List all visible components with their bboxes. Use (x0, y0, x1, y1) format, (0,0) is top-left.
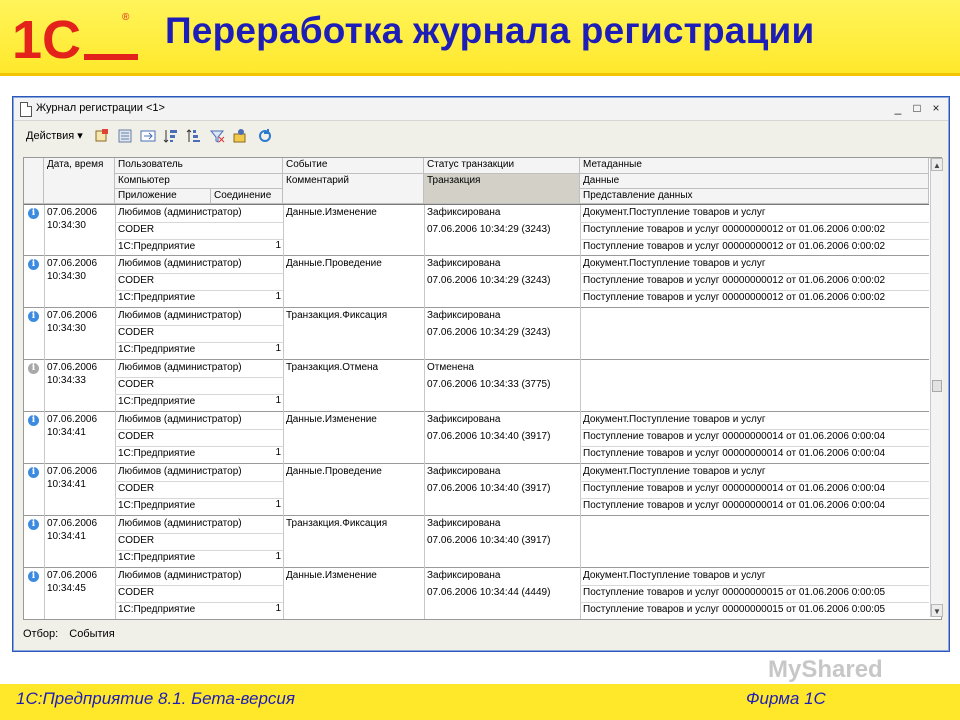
cell-metadata: Документ.Поступление товаров и услуг (583, 570, 766, 581)
cell-computer: CODER (118, 483, 155, 494)
cell-transaction: 07.06.2006 10:34:29 (3243) (427, 327, 551, 338)
vertical-scrollbar[interactable] (930, 158, 943, 617)
cell-connection: 1 (275, 291, 281, 302)
1c-logo-icon (10, 8, 142, 68)
cell-status: Зафиксирована (427, 518, 501, 529)
cell-event: Транзакция.Фиксация (286, 310, 388, 321)
cell-computer: CODER (118, 224, 155, 235)
cell-connection: 1 (275, 603, 281, 614)
cell-time: 10:34:30 (47, 220, 86, 231)
cell-connection: 1 (275, 499, 281, 510)
cell-user: Любимов (администратор) (118, 310, 242, 321)
cell-transaction: 07.06.2006 10:34:40 (3917) (427, 483, 551, 494)
cell-time: 10:34:45 (47, 583, 86, 594)
slide-header (0, 0, 960, 76)
cell-status: Зафиксирована (427, 570, 501, 581)
slide-footer (0, 684, 960, 720)
cell-computer: CODER (118, 587, 155, 598)
footer-company: Фирма 1С (746, 689, 826, 708)
cell-transaction: 07.06.2006 10:34:44 (4449) (427, 587, 551, 598)
cell-metadata (580, 309, 929, 310)
table-row[interactable] (24, 516, 929, 568)
cell-metadata (580, 361, 929, 362)
window-titlebar[interactable] (14, 98, 948, 121)
cell-connection: 1 (275, 447, 281, 458)
scrollbar-thumb[interactable] (932, 380, 942, 392)
info-grey-icon: i (28, 363, 39, 374)
cell-computer: CODER (118, 379, 155, 390)
cell-time: 10:34:30 (47, 323, 86, 334)
cell-event: Данные.Проведение (286, 466, 382, 477)
close-button[interactable]: × (932, 101, 940, 115)
registered-mark: ® (122, 12, 130, 23)
cell-event: Транзакция.Фиксация (286, 518, 388, 529)
cell-user: Любимов (администратор) (118, 414, 242, 425)
header-metadata[interactable]: Метаданные (580, 158, 929, 174)
cell-app: 1С:Предприятие (118, 396, 196, 407)
cell-computer: CODER (118, 327, 155, 338)
info-icon: i (28, 259, 39, 270)
table-row[interactable] (24, 568, 929, 620)
info-icon: i (28, 208, 39, 219)
cell-data (580, 378, 929, 379)
cell-transaction: 07.06.2006 10:34:29 (3243) (427, 224, 551, 235)
cell-transaction: 07.06.2006 10:34:40 (3917) (427, 431, 551, 442)
cell-data: Поступление товаров и услуг 00000000014 от 01.06.2006 0:00:04 (583, 483, 886, 494)
cell-status: Зафиксирована (427, 258, 501, 269)
watermark-logo: MyShared (768, 656, 883, 683)
cell-connection: 1 (275, 395, 281, 406)
cell-user: Любимов (администратор) (118, 466, 242, 477)
cell-data: Поступление товаров и услуг 00000000015 от 01.06.2006 0:00:05 (583, 587, 886, 598)
table-row[interactable] (24, 256, 929, 308)
info-icon: i (28, 571, 39, 582)
cell-user: Любимов (администратор) (118, 570, 242, 581)
cell-data-repr: Поступление товаров и услуг 00000000012 от 01.06.2006 0:00:02 (583, 292, 886, 303)
cell-event: Данные.Изменение (286, 570, 377, 581)
maximize-button[interactable]: □ (913, 101, 921, 115)
minimize-button[interactable]: _ (894, 101, 902, 115)
scroll-up-icon[interactable]: ▲ (931, 158, 943, 171)
cell-transaction: 07.06.2006 10:34:29 (3243) (427, 275, 551, 286)
cell-event: Данные.Изменение (286, 207, 377, 218)
table-row[interactable] (24, 412, 929, 464)
column-divider (580, 516, 581, 568)
journal-table (23, 157, 942, 620)
cell-user: Любимов (администратор) (118, 518, 242, 529)
cell-data (580, 534, 929, 535)
info-icon: i (28, 415, 39, 426)
table-row[interactable] (24, 308, 929, 360)
cell-date: 07.06.2006 (47, 310, 98, 321)
header-divider (0, 73, 960, 76)
cell-app: 1С:Предприятие (118, 292, 196, 303)
cell-data-repr (580, 551, 929, 552)
cell-status: Отменена (427, 362, 474, 373)
cell-app: 1С:Предприятие (118, 552, 196, 563)
header-user[interactable]: Пользователь (115, 158, 283, 174)
cell-time: 10:34:33 (47, 375, 86, 386)
header-data-representation[interactable]: Представление данных (580, 189, 929, 204)
cell-status: Зафиксирована (427, 207, 501, 218)
cell-data: Поступление товаров и услуг 00000000012 от 01.06.2006 0:00:02 (583, 224, 886, 235)
cell-time: 10:34:30 (47, 271, 86, 282)
info-icon: i (28, 519, 39, 530)
document-icon (20, 102, 32, 117)
cell-computer: CODER (118, 275, 155, 286)
cell-event: Данные.Проведение (286, 258, 382, 269)
export-icon[interactable] (232, 128, 248, 144)
cell-connection: 1 (275, 343, 281, 354)
cell-app: 1С:Предприятие (118, 448, 196, 459)
cell-date: 07.06.2006 (47, 414, 98, 425)
header-computer[interactable]: Компьютер (115, 174, 283, 189)
cell-computer: CODER (118, 535, 155, 546)
table-row[interactable] (24, 464, 929, 516)
cell-data-repr: Поступление товаров и услуг 00000000014 от 01.06.2006 0:00:04 (583, 448, 886, 459)
info-icon: i (28, 311, 39, 322)
cell-app: 1С:Предприятие (118, 344, 196, 355)
cell-metadata: Документ.Поступление товаров и услуг (583, 207, 766, 218)
cell-app: 1С:Предприятие (118, 500, 196, 511)
refresh-icon[interactable] (257, 128, 273, 144)
cell-transaction: 07.06.2006 10:34:33 (3775) (427, 379, 551, 390)
cell-app: 1С:Предприятие (118, 604, 196, 615)
filter-icon[interactable] (117, 128, 133, 144)
cell-data (580, 326, 929, 327)
cell-user: Любимов (администратор) (118, 362, 242, 373)
column-divider (580, 308, 581, 360)
cell-metadata: Документ.Поступление товаров и услуг (583, 258, 766, 269)
header-event[interactable]: Событие (283, 158, 424, 174)
cell-data: Поступление товаров и услуг 00000000014 от 01.06.2006 0:00:04 (583, 431, 886, 442)
cell-date: 07.06.2006 (47, 207, 98, 218)
cell-app: 1С:Предприятие (118, 241, 196, 252)
cell-data-repr: Поступление товаров и услуг 00000000012 от 01.06.2006 0:00:02 (583, 241, 886, 252)
cell-connection: 1 (275, 551, 281, 562)
sort-asc-icon[interactable] (163, 128, 179, 144)
header-comment[interactable]: Комментарий (283, 174, 424, 204)
cell-event: Данные.Изменение (286, 414, 377, 425)
toolbar (14, 121, 948, 153)
settings-icon[interactable] (94, 128, 110, 144)
cell-status: Зафиксирована (427, 466, 501, 477)
cell-time: 10:34:41 (47, 531, 86, 542)
header-transaction[interactable]: Транзакция (424, 174, 580, 204)
cell-user: Любимов (администратор) (118, 207, 242, 218)
table-row[interactable] (24, 360, 929, 412)
cell-user: Любимов (администратор) (118, 258, 242, 269)
clear-icon[interactable] (209, 128, 225, 144)
cell-status: Зафиксирована (427, 310, 501, 321)
page-title: Переработка журнала регистрации (165, 10, 815, 51)
header-date[interactable]: Дата, время (44, 158, 115, 204)
scroll-down-icon[interactable]: ▼ (931, 604, 943, 617)
cell-date: 07.06.2006 (47, 258, 98, 269)
cell-computer: CODER (118, 431, 155, 442)
cell-status: Зафиксирована (427, 414, 501, 425)
cell-date: 07.06.2006 (47, 466, 98, 477)
header-data[interactable]: Данные (580, 174, 929, 189)
cell-metadata: Документ.Поступление товаров и услуг (583, 466, 766, 477)
table-row[interactable] (24, 204, 929, 256)
column-divider (580, 360, 581, 412)
cell-date: 07.06.2006 (47, 570, 98, 581)
header-application[interactable]: Приложение (115, 189, 211, 204)
cell-event: Транзакция.Отмена (286, 362, 379, 373)
actions-menu-button[interactable]: Действия ▾ (26, 130, 83, 142)
cell-data-repr: Поступление товаров и услуг 00000000015 от 01.06.2006 0:00:05 (583, 604, 886, 615)
header-connection[interactable]: Соединение (211, 189, 283, 204)
sort-desc-icon[interactable] (186, 128, 202, 144)
cell-time: 10:34:41 (47, 479, 86, 490)
cell-date: 07.06.2006 (47, 518, 98, 529)
cell-metadata (580, 517, 929, 518)
filter-bar (23, 628, 123, 640)
info-icon: i (28, 467, 39, 478)
cell-date: 07.06.2006 (47, 362, 98, 373)
filter-label: Отбор: (23, 628, 59, 640)
cell-data-repr: Поступление товаров и услуг 00000000014 от 01.06.2006 0:00:04 (583, 500, 886, 511)
go-to-icon[interactable] (140, 128, 156, 144)
journal-window (12, 96, 950, 652)
logo-text: 1С (12, 10, 82, 68)
window-title: Журнал регистрации <1> (36, 102, 165, 114)
cell-data-repr (580, 395, 929, 396)
footer-product: 1С:Предприятие 8.1. Бета-версия (16, 689, 295, 708)
cell-data-repr (580, 343, 929, 344)
cell-data: Поступление товаров и услуг 00000000012 от 01.06.2006 0:00:02 (583, 275, 886, 286)
header-transaction-status[interactable]: Статус транзакции (424, 158, 580, 174)
cell-transaction: 07.06.2006 10:34:40 (3917) (427, 535, 551, 546)
cell-connection: 1 (275, 240, 281, 251)
header-icon-column (24, 158, 44, 204)
cell-time: 10:34:41 (47, 427, 86, 438)
cell-metadata: Документ.Поступление товаров и услуг (583, 414, 766, 425)
filter-value[interactable]: События (69, 628, 115, 640)
